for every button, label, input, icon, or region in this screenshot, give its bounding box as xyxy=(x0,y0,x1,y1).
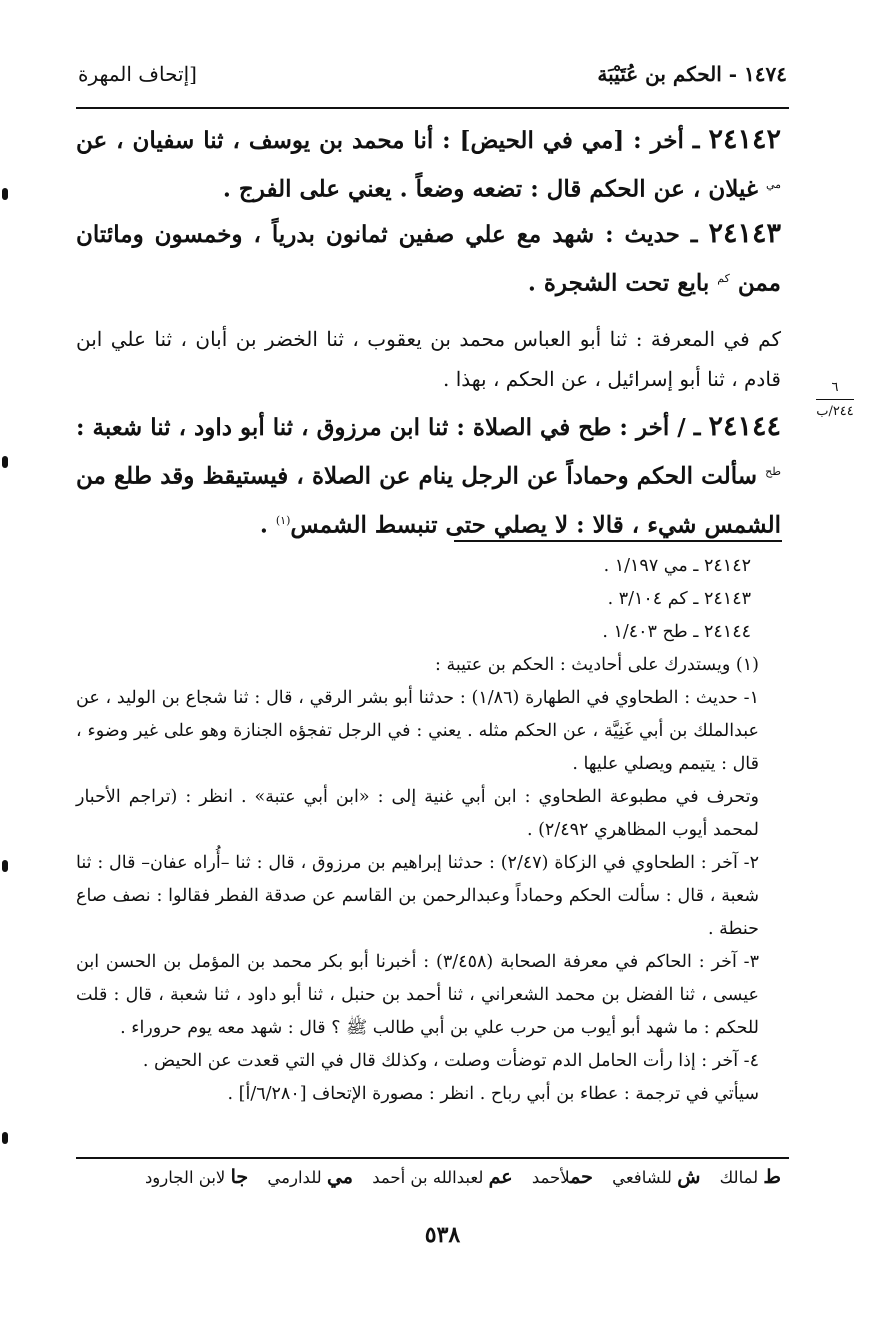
key-rule xyxy=(76,1157,789,1159)
entry-24143 xyxy=(76,212,781,306)
margin-note-rule xyxy=(816,399,854,400)
key-text: للشافعي xyxy=(612,1168,678,1187)
footnote-paragraph: ٤- آخر : إذا رأت الحامل الدم توضأت وصلت ، وكذلك قال في التي قعدت عن الحيض . xyxy=(142,1051,759,1071)
footnote-references xyxy=(76,550,781,649)
footnote-paragraph: ٣- آخر : الحاكم في معرفة الصحابة (٣/٤٥٨) : أخبرنا أبو بكر محمد بن المؤمل بن الحسن ابن عيسى ، ثنا الفضل بن محمد الشعراني ، ثنا أحمد بن حنبل ، ثنا أبو داود ، ثنا شعبة ، قال : قلت للحكم : ما شهد أبو أيوب من حرب علي بن أبي طالب ﷺ ؟ قال : شهد معه يوم حروراء . xyxy=(76,952,759,1038)
key-abbr: مي xyxy=(326,1166,353,1188)
key-abbr: ط xyxy=(763,1166,781,1188)
entry-text: ـ أخر : [مي في الحيض] : أنا محمد بن يوسف ، ثنا سفيان ، عن xyxy=(76,127,709,154)
key-text: لعبدالله بن أحمد xyxy=(372,1168,489,1187)
key-text: لابن الجارود xyxy=(144,1168,231,1187)
entry-number: ٢٤١٤٣ xyxy=(708,217,781,249)
entry-number: ٢٤١٤٢ xyxy=(708,124,781,155)
footnote-paragraph: وتحرف في مطبوعة الطحاوي : ابن أبي غنية إلى : «ابن أبي عتبة» . انظر : (تراجم الأحبار لمحمد أيوب المظاهري ٢/٤٩٢) . xyxy=(76,787,759,840)
key-item xyxy=(145,1168,248,1187)
margin-mark xyxy=(2,1132,8,1144)
footnote-marker: (١) xyxy=(275,513,291,527)
margin-note-bottom: ٢٤٤/ب xyxy=(816,404,854,419)
footnote-paragraph: ٢- آخر : الطحاوي في الزكاة (٢/٤٧) : حدثنا إبراهيم بن مرزوق ، قال : ثنا –أُراه عفان– قال : ثنا شعبة ، قال : سألت الحكم وحماداً وعبدالرحمن بن القاسم عن صدقة الفطر فقالوا : نصف صاع حنطة . xyxy=(76,853,759,939)
footnote-intro: (١) ويستدرك على أحاديث : الحكم بن عتيبة : xyxy=(435,655,759,675)
key-abbr: ش xyxy=(677,1166,701,1188)
entry-24143-sub: كم في المعرفة : ثنا أبو العباس محمد بن يعقوب ، ثنا الخضر بن أبان ، ثنا علي ابن قادم ، ثنا أبو إسرائيل ، عن الحكم ، بهذا . xyxy=(76,327,781,392)
entry-text-continued: سألت الحكم وحماداً عن الرجل ينام عن الصلاة ، فيستيقظ وقد طلع من الشمس شيء ، قالا : لا يصلي حتى تنبسط الشمس xyxy=(76,462,781,539)
entry-24142 xyxy=(76,118,781,212)
footnotes xyxy=(76,550,781,1111)
page-number: ٥٣٨ xyxy=(424,1222,461,1248)
entry-text: ـ / أخر : طح في الصلاة : ثنا ابن مرزوق ، ثنا أبو داود ، ثنا شعبة : xyxy=(76,414,709,442)
entry-siglum: مي xyxy=(765,178,781,191)
footnote-paragraph: سيأتي في ترجمة : عطاء بن أبي رباح . انظر : مصورة الإتحاف [٦/٢٨٠/أ] . xyxy=(227,1084,759,1104)
header-rule xyxy=(76,107,789,109)
key-item xyxy=(612,1168,700,1187)
key-abbr: جا xyxy=(230,1166,249,1188)
margin-mark xyxy=(2,456,8,468)
abbreviation-key xyxy=(76,1166,781,1200)
footnote-ref: ٢٤١٤٣ ـ كم ٣/١٠٤ . xyxy=(607,589,751,609)
margin-mark xyxy=(2,860,8,872)
key-item xyxy=(720,1168,781,1187)
key-abbr: عم xyxy=(488,1166,513,1188)
margin-folio-note xyxy=(806,380,864,419)
entry-text-continued: غيلان ، عن الحكم قال : تضعه وضعاً . يعني على الفرج . xyxy=(222,175,758,203)
margin-mark xyxy=(2,188,8,200)
entry-24144 xyxy=(76,405,781,547)
entry-text: ـ حديث : شهد مع علي صفين ثمانون بدرياً ، وخمسون ومائتان ممن xyxy=(76,220,781,297)
footnote-separator xyxy=(454,540,782,542)
key-abbr: حم xyxy=(570,1166,593,1188)
header-chapter-title: ١٤٧٤ - الحكم بن عُتَيْبَة xyxy=(597,62,787,86)
key-item xyxy=(372,1168,512,1187)
entry-end: . xyxy=(259,511,276,539)
key-text: لمالك xyxy=(719,1168,764,1187)
footnote-ref: ٢٤١٤٢ ـ مي ١/١٩٧ . xyxy=(603,556,751,576)
main-text xyxy=(76,118,781,548)
footnote-ref: ٢٤١٤٤ ـ طح ١/٤٠٣ . xyxy=(602,622,751,642)
key-item xyxy=(532,1168,593,1187)
key-item xyxy=(267,1168,353,1187)
entry-number: ٢٤١٤٤ xyxy=(708,411,781,443)
header-book-title: [إتحاف المهرة xyxy=(78,62,197,86)
margin-note-top: ٦ xyxy=(831,380,839,395)
key-text: لأحمد xyxy=(531,1168,571,1187)
running-header xyxy=(78,62,787,98)
entry-text-continued: بايع تحت الشجرة . xyxy=(527,269,710,297)
footnote-paragraph: ١- حديث : الطحاوي في الطهارة (١/٨٦) : حدثنا أبو بشر الرقي ، قال : ثنا شجاع بن الوليد ، عن عبدالملك بن أبي غَنِيَّة ، عن الحكم مثله . يعني : في الرجل تفجؤه الجنازة وهو على غير وضوء ، قال : يتيمم ويصلي عليها . xyxy=(76,688,759,774)
entry-siglum: كم xyxy=(717,271,730,285)
entry-siglum: طح xyxy=(765,465,781,479)
key-text: للدارمي xyxy=(267,1168,327,1187)
